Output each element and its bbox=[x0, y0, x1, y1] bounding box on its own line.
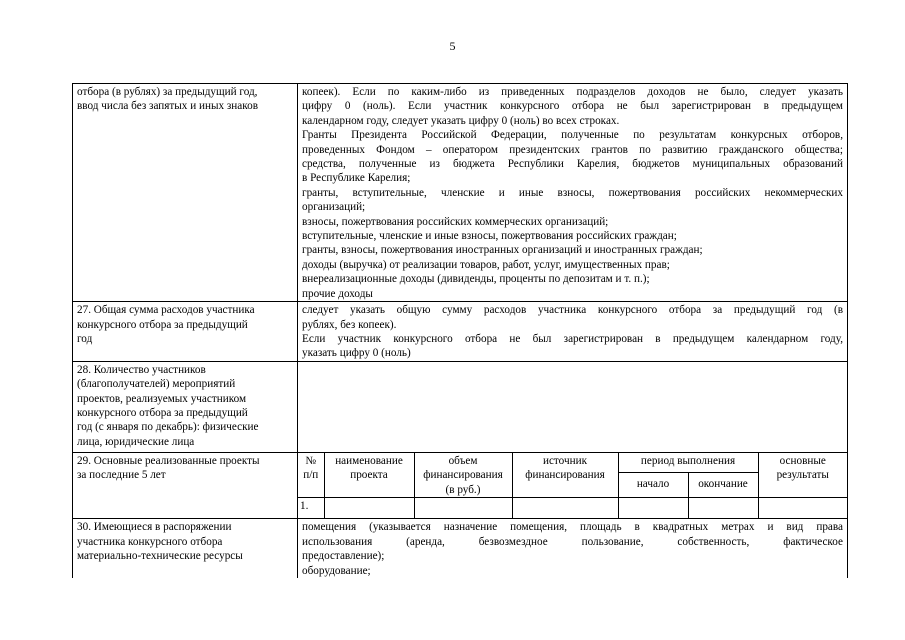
text-line: (благополучателей) мероприятий bbox=[77, 378, 236, 391]
table-row-expenses bbox=[73, 302, 848, 362]
text-line: 30. Имеющиеся в распоряжении bbox=[77, 521, 232, 534]
projects-row-1 bbox=[298, 497, 847, 518]
text-line: конкурсного отбора за предыдущий bbox=[77, 318, 248, 331]
text-line: цифру 0 (ноль). Если участник конкурсного отбора не был зарегистрирован в предыдущем bbox=[302, 100, 843, 113]
field-label bbox=[73, 519, 298, 578]
text-line: средства, полученные из бюджета Республики Карелия, бюджетов муниципальных образований bbox=[302, 158, 843, 171]
text-line: доходы (выручка) от реализации товаров, работ, услуг, имущественных прав; bbox=[302, 258, 670, 271]
page-number: 5 bbox=[449, 39, 456, 53]
header-funding-volume bbox=[414, 453, 512, 498]
header-num bbox=[298, 453, 324, 498]
table-row-projects bbox=[73, 452, 848, 519]
text-line: п/п bbox=[303, 469, 319, 482]
projects-header-row bbox=[298, 453, 847, 473]
text-line: организаций; bbox=[302, 201, 366, 214]
text-line: № bbox=[305, 454, 317, 467]
text-line: лица, юридические лица bbox=[77, 435, 195, 448]
table-row-resources bbox=[73, 519, 848, 578]
projects-cell bbox=[298, 452, 848, 519]
text-line: вступительные, членские и иные взносы, пожертвования российских граждан; bbox=[302, 230, 677, 243]
text-line: (в руб.) bbox=[445, 483, 481, 496]
cell-empty bbox=[414, 497, 512, 518]
text-line: следует указать общую сумму расходов участника конкурсного отбора за предыдущий год (в bbox=[302, 304, 843, 317]
header-project-name bbox=[324, 453, 414, 498]
cell-empty bbox=[512, 497, 618, 518]
cell-num: 1. bbox=[298, 497, 324, 518]
field-label bbox=[73, 302, 298, 362]
field-description-empty bbox=[298, 361, 848, 452]
form-fields-table bbox=[72, 83, 848, 578]
text-line: конкурсного отбора за предыдущий bbox=[77, 406, 248, 419]
field-description bbox=[298, 519, 848, 578]
header-funding-source bbox=[512, 453, 618, 498]
text-line: год bbox=[77, 332, 93, 345]
field-label bbox=[73, 452, 298, 519]
text-line: основные bbox=[779, 454, 826, 467]
text-line: проекта bbox=[350, 469, 388, 482]
text-line: ввод числа без запятых и иных знаков bbox=[77, 100, 258, 113]
field-description bbox=[298, 302, 848, 362]
text-line: 29. Основные реализованные проекты bbox=[77, 454, 260, 467]
cell-empty bbox=[324, 497, 414, 518]
header-period-start: начало bbox=[618, 473, 688, 498]
table-row-beneficiaries bbox=[73, 361, 848, 452]
text-line: гранты, взносы, пожертвования иностранных организаций и иностранных граждан; bbox=[302, 244, 703, 257]
header-results bbox=[758, 453, 847, 498]
text-line: 28. Количество участников bbox=[77, 363, 206, 376]
field-description bbox=[298, 84, 848, 302]
text-line: материально-технические ресурсы bbox=[77, 550, 243, 563]
text-line: финансирования bbox=[423, 469, 503, 482]
text-line: за последние 5 лет bbox=[77, 469, 166, 482]
text-line: оборудование; bbox=[302, 564, 371, 577]
text-line: помещения (указывается назначение помещения, площадь в квадратных метрах и вид права bbox=[302, 521, 843, 534]
text-line: отбора (в рублях) за предыдущий год, bbox=[77, 86, 258, 98]
text-line: гранты, вступительные, членские и иные взносы, пожертвования российских некоммерческих bbox=[302, 186, 843, 199]
text-line: в Республике Карелия; bbox=[302, 172, 411, 185]
text-line: результаты bbox=[776, 469, 829, 482]
text-line: проведенных Фондом – оператором президентских грантов по развитию гражданского общества; bbox=[302, 143, 843, 156]
text-line: использования (аренда, безвозмездное пользование, собственность, фактическое bbox=[302, 535, 843, 548]
text-line: прочие доходы bbox=[302, 287, 373, 300]
text-line: источник bbox=[542, 454, 588, 467]
text-line: наименование bbox=[335, 454, 403, 467]
text-line: внереализационные доходы (дивиденды, проценты по депозитам и т. п.); bbox=[302, 273, 650, 286]
text-line: участника конкурсного отбора bbox=[77, 535, 223, 548]
text-line: проектов, реализуемых участником bbox=[77, 392, 247, 405]
text-line: календарном году, следует указать цифру 0 (ноль) во всех строках. bbox=[302, 114, 620, 127]
table-row-income bbox=[73, 84, 848, 302]
field-label bbox=[73, 84, 298, 302]
text-line: год (с января по декабрь): физические bbox=[77, 421, 259, 434]
cell-empty bbox=[688, 497, 758, 518]
header-period: период выполнения bbox=[618, 453, 758, 473]
field-label bbox=[73, 361, 298, 452]
text-line: рублях, без копеек). bbox=[302, 318, 397, 331]
text-line: Если участник конкурсного отбора не был зарегистрирован в предыдущем календарном году, bbox=[302, 332, 843, 345]
text-line: Гранты Президента Российской Федерации, полученные по результатам конкурсных отборов, bbox=[302, 129, 843, 142]
header-period-end: окончание bbox=[688, 473, 758, 498]
text-line: 27. Общая сумма расходов участника bbox=[77, 304, 255, 317]
projects-table bbox=[298, 453, 847, 519]
text-line: объем bbox=[448, 454, 478, 467]
text-line: финансирования bbox=[525, 469, 605, 482]
text-line: предоставление); bbox=[302, 550, 385, 563]
cell-empty bbox=[758, 497, 847, 518]
text-line: копеек). Если по каким-либо из приведенных подразделов доходов не было, следует указать bbox=[302, 86, 843, 98]
cell-empty bbox=[618, 497, 688, 518]
text-line: указать цифру 0 (ноль) bbox=[302, 347, 411, 360]
text-line: взносы, пожертвования российских коммерческих организаций; bbox=[302, 215, 609, 228]
